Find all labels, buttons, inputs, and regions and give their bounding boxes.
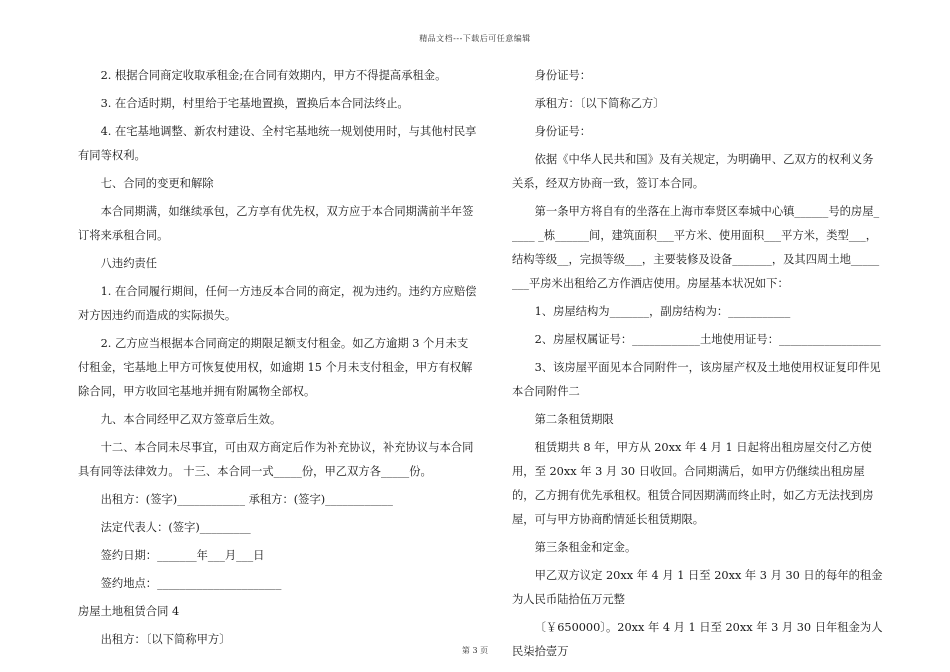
- right-paragraph: 身份证号：: [534, 125, 592, 138]
- left-paragraph: 本合同期满，如继续承包，乙方享有优先权，双方应于本合同期满前半年签订将来承租合同。: [78, 205, 474, 242]
- right-column: [512, 64, 884, 668]
- right-paragraph: 1、房屋结构为_______，副房结构为：___________: [534, 305, 791, 318]
- page-number: 第 3 页: [461, 646, 489, 655]
- left-paragraph: 签约日期：_______年___月___日: [100, 549, 265, 562]
- left-paragraph: 2. 根据合同商定收取承租金;在合同有效期内，甲方不得提高承租金。: [100, 69, 447, 82]
- left-paragraph: 出租方：(签字)____________ 承租方：(签字)____________: [100, 493, 393, 506]
- right-paragraph: 第二条租赁期限: [534, 413, 614, 426]
- left-paragraph: 七、合同的变更和解除: [100, 177, 214, 190]
- right-paragraph: 第三条租金和定金。: [534, 541, 637, 554]
- page-header: 精品文档---下载后可任意编辑: [419, 34, 531, 43]
- right-paragraph: 身份证号：: [534, 69, 592, 82]
- left-paragraph: 1. 在合同履行期间，任何一方违反本合同的商定，视为违约。违约方应赔偿对方因违约而造成的实际损失。: [78, 285, 477, 322]
- left-paragraph: 八违约责任: [100, 257, 158, 270]
- left-paragraph: 十二、本合同未尽事宜，可由双方商定后作为补充协议，补充协议与本合同具有同等法律效力。 十三、本合同一式_____份，甲乙双方各_____份。: [78, 441, 474, 478]
- right-paragraph: 〔￥650000〕。20xx 年 4 月 1 日至 20xx 年 3 月 30 日年租金为人民柒拾壹万: [512, 621, 883, 658]
- left-paragraph: 法定代表人：(签字)_________: [100, 521, 251, 534]
- left-paragraph: 2. 乙方应当根据本合同商定的期限足额支付租金。如乙方逾期 3 个月未支付租金，宅基地上甲方可恢复使用权，如逾期 15 个月未支付租金，甲方有权解除合同，甲方收回宅基地并拥有附属物全部权。: [78, 337, 473, 398]
- left-paragraph: 3. 在合适时期，村里给于宅基地置换，置换后本合同法终止。: [100, 97, 409, 110]
- right-paragraph: 依据《中华人民共和国》及有关规定，为明确甲、乙双方的权利义务关系，经双方协商一致，签订本合同。: [512, 153, 874, 190]
- left-paragraph: 签约地点：______________________: [100, 577, 282, 590]
- left-column: [78, 64, 478, 656]
- right-paragraph: 2、房屋权属证号：____________土地使用证号：__________________: [534, 333, 881, 346]
- left-paragraph: 九、本合同经甲乙双方签章后生效。: [100, 413, 282, 426]
- left-paragraph: 4. 在宅基地调整、新农村建设、全村宅基地统一规划使用时，与其他村民享有同等权利。: [78, 125, 477, 162]
- right-paragraph: 甲乙双方议定 20xx 年 4 月 1 日至 20xx 年 3 月 30 日的每年的租金为人民币陆拾伍万元整: [512, 569, 883, 606]
- left-paragraph: 出租方：〔以下简称甲方〕: [100, 633, 231, 646]
- right-paragraph: 租赁期共 8 年，甲方从 20xx 年 4 月 1 日起将出租房屋交付乙方使用，至 20xx 年 3 月 30 日收回。合同期满后，如甲方仍继续出租房屋的，乙方拥有优先承租权。租赁合同因期满而终止时，如乙方无法找到房屋，可与甲方协商酌情延长租赁期限。: [512, 441, 874, 526]
- right-paragraph: 第一条甲方将自有的坐落在上海市奉贤区奉城中心镇______号的房屋_____ _栋______间，建筑面积___平方米、使用面积___平方米，类型___，结构等级__，完损等级___，主要装修及设备_______，及其四周土地________平房米出租给乙方作酒店使用。房屋基本状况如下：: [512, 205, 880, 290]
- right-paragraph: 承租方：〔以下简称乙方〕: [534, 97, 665, 110]
- left-paragraph: 房屋土地租赁合同 4: [78, 605, 180, 618]
- right-paragraph: 3、该房屋平面见本合同附件一，该房屋产权及土地使用权证复印件见本合同附件二: [512, 361, 881, 398]
